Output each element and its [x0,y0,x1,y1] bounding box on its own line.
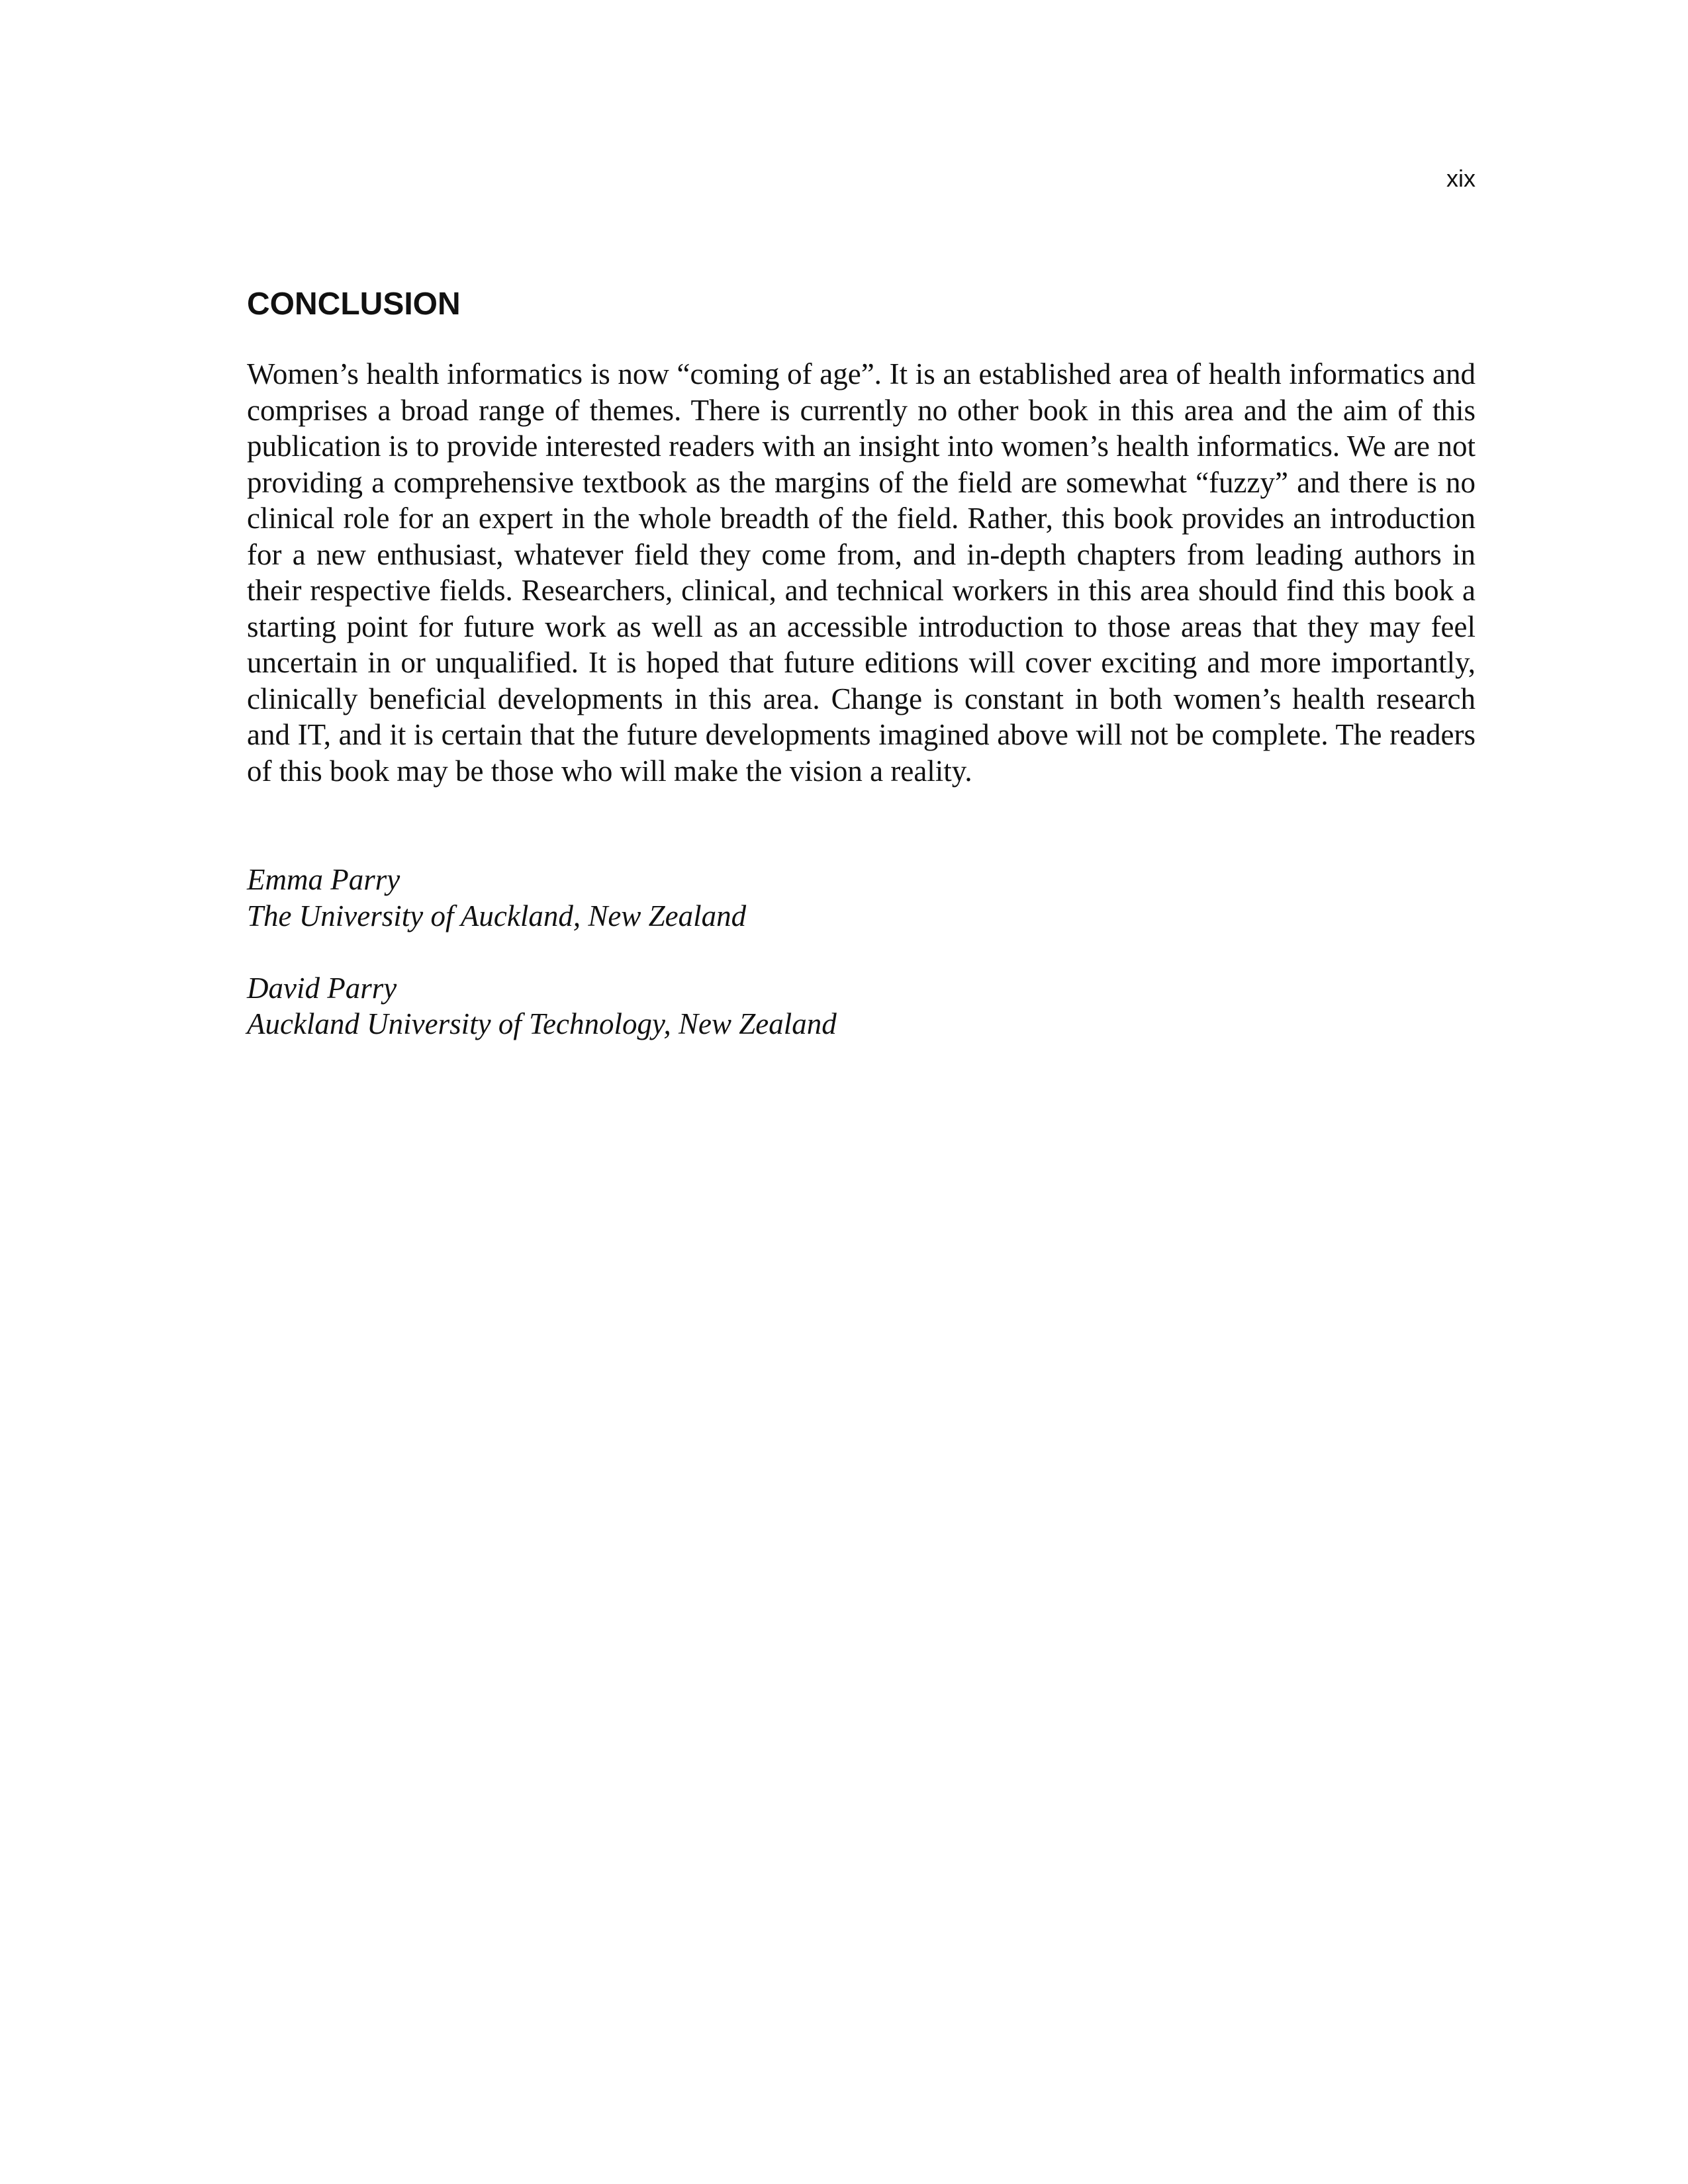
author-name: David Parry [247,971,397,1005]
conclusion-paragraph: Women’s health informatics is now “coming of age”. It is an established area of health informatics and comprises a broad range of themes. There is currently no other book in this area and the aim of this publication is to provide interested readers with an insight into women’s health informatics. We are not providing a comprehensive textbook as the margins of the field are somewhat “fuzzy” and there is no clinical role for an expert in the whole breadth of the field. Rather, this book provides an introduction for a new enthusiast, whatever field they come from, and in-depth chapters from leading authors in their respective fields. Researchers, clinical, and technical workers in this area should find this book a starting point for future work as well as an accessible introduction to those areas that they may feel uncertain in or unqualified. It is hoped that future editions will cover exciting and more importantly, clinically beneficial developments in this area. Change is constant in both women’s health research and IT, and it is certain that the future developments imagined above will not be complete. The readers of this book may be those who will make the vision a reality. [247,357,1476,788]
section-heading: CONCLUSION [247,287,461,322]
author-affiliation: Auckland University of Technology, New Zealand [247,1007,837,1040]
author-affiliation: The University of Auckland, New Zealand [247,899,747,933]
signatures [247,862,1476,1042]
signature-block [247,970,1476,1042]
signature-block [247,862,1476,934]
author-name: Emma Parry [247,863,400,896]
page-number: xix [1446,165,1476,192]
main-content [247,285,1476,1078]
